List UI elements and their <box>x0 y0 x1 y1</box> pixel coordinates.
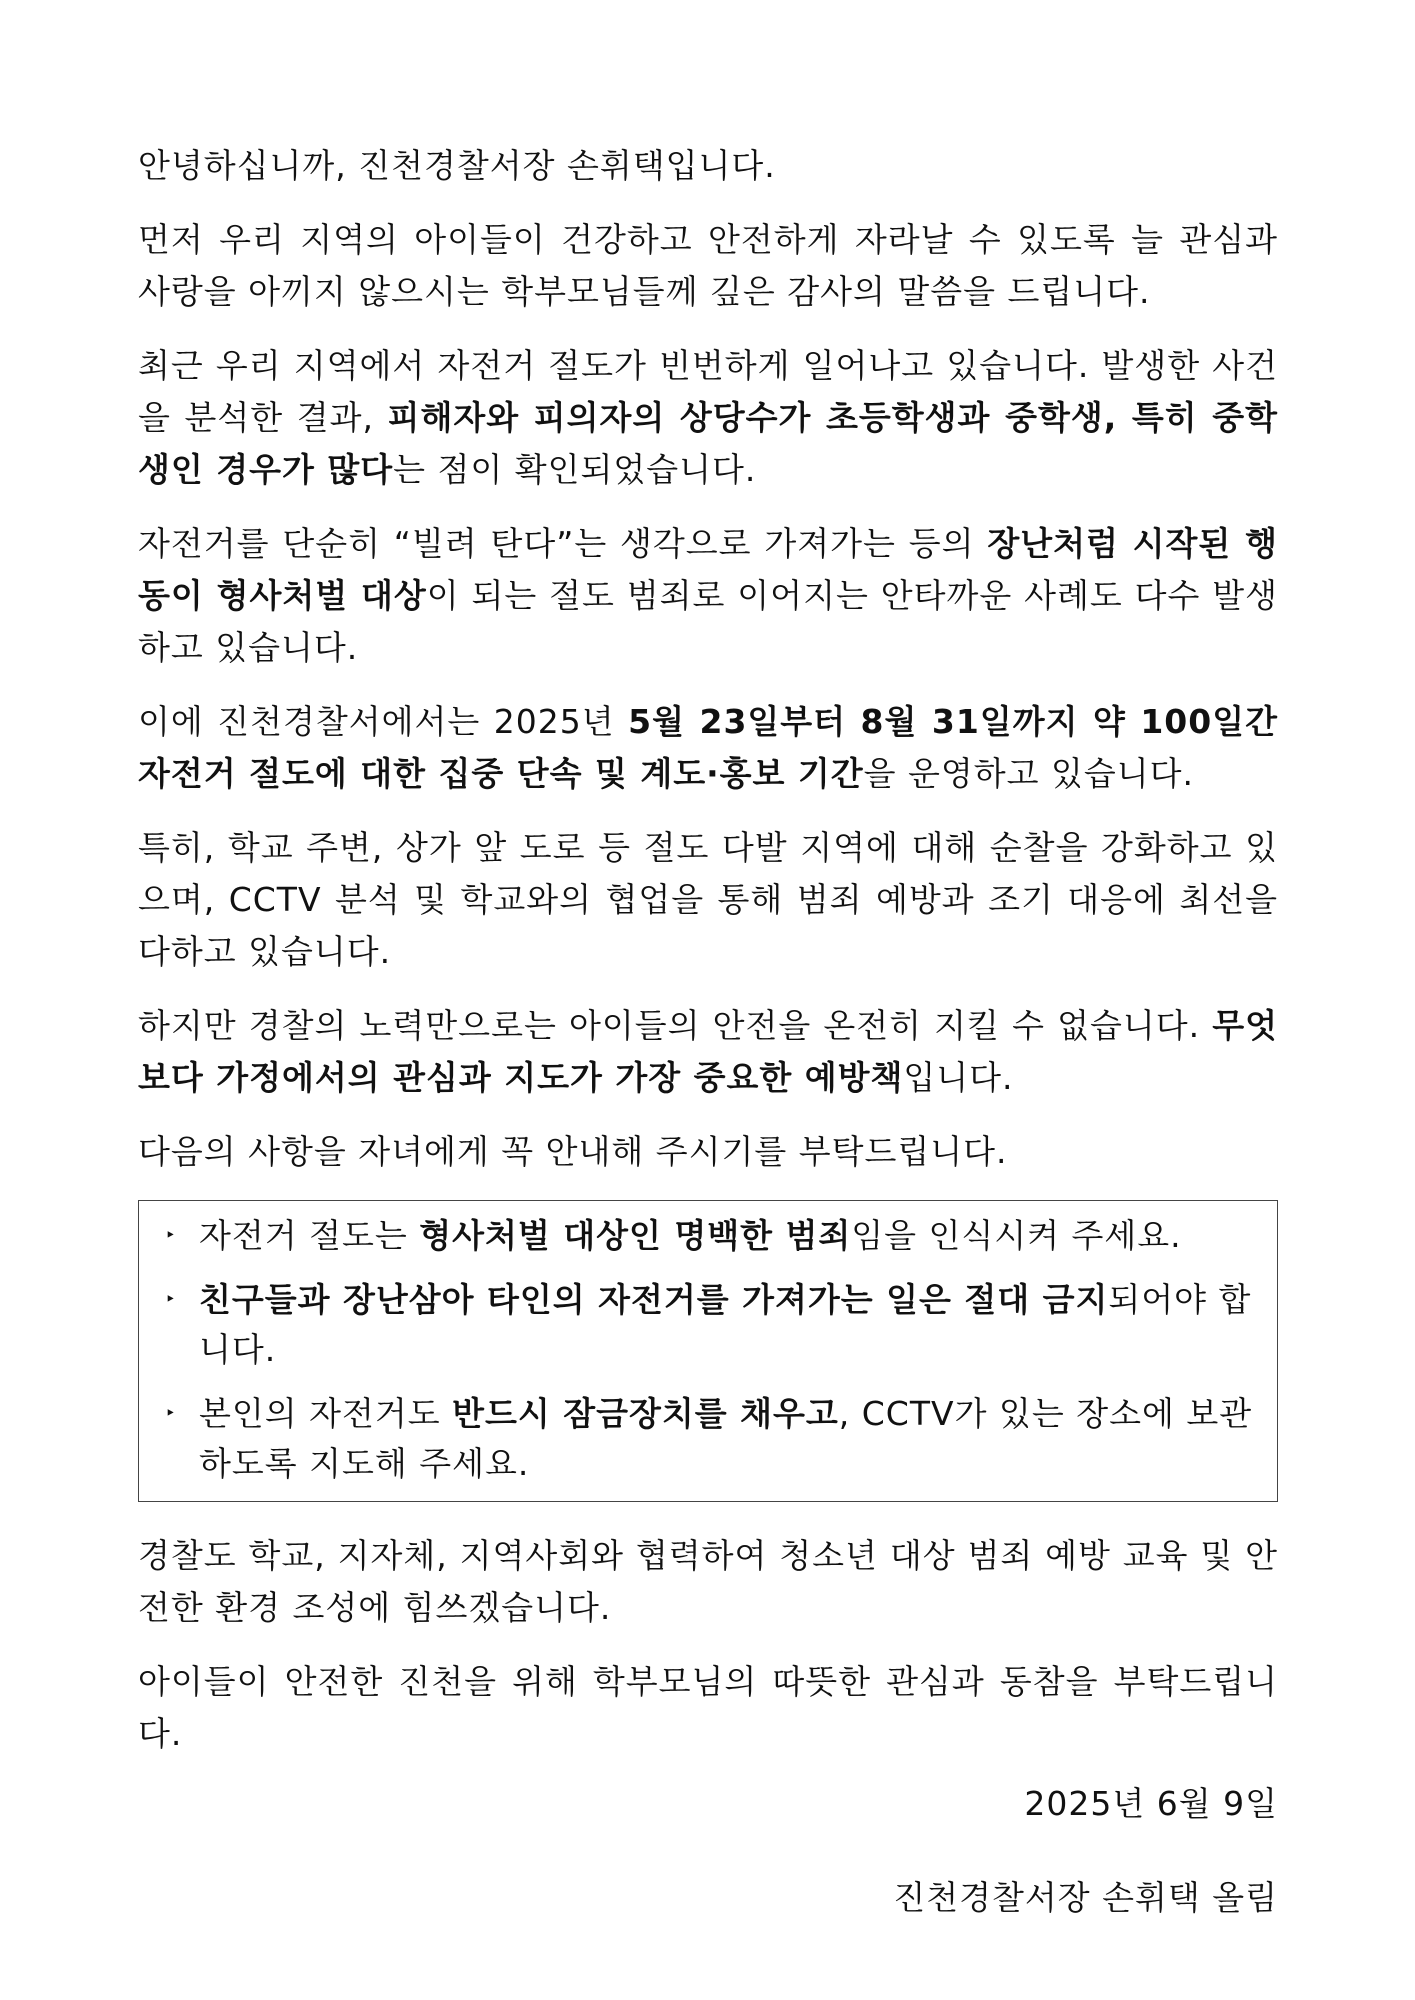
thanks-paragraph: 먼저 우리 지역의 아이들이 건강하고 안전하게 자라날 수 있도록 늘 관심과 사랑을 아끼지 않으시는 학부모님들께 깊은 감사의 말씀을 드립니다. <box>138 220 1278 311</box>
request-paragraph: 다음의 사항을 자녀에게 꼭 안내해 주시기를 부탁드립니다. <box>138 1132 1008 1171</box>
notice-item-text-2: , CCTV가 있는 장소에 보관하도록 지도해 주세요. <box>199 1394 1253 1483</box>
greeting-paragraph: 안녕하십니까, 진천경찰서장 손휘택입니다. <box>138 146 776 185</box>
family-emphasis: 무엇보다 가정에서의 관심과 지도가 가장 중요한 예방책 <box>138 1006 1278 1097</box>
warning-paragraph <box>138 518 1278 674</box>
notice-item-text-2: 임을 인식시켜 주세요. <box>851 1216 1182 1255</box>
notice-item-text-1: 본인의 자전거도 <box>199 1394 453 1433</box>
notice-box <box>138 1200 1278 1502</box>
patrol-paragraph: 특히, 학교 주변, 상가 앞 도로 등 절도 다발 지역에 대해 순찰을 강화하고 있으며, CCTV 분석 및 학교와의 협업을 통해 범죄 예방과 조기 대응에 최선을 다하고 있습니다. <box>138 828 1278 971</box>
notice-item <box>157 1275 1259 1375</box>
notice-item-text <box>199 1275 1259 1375</box>
notice-item-text <box>199 1389 1259 1489</box>
situation-paragraph <box>138 340 1278 496</box>
notice-item-emphasis: 형사처벌 대상인 명백한 범죄 <box>419 1216 852 1255</box>
family-text-2: 입니다. <box>903 1058 1014 1097</box>
situation-text-2: 는 점이 확인되었습니다. <box>393 450 757 489</box>
situation-text-1: 최근 우리 지역에서 자전거 절도가 빈번하게 일어나고 있습니다. 발생한 사건을 분석한 결과, <box>138 346 1278 437</box>
warning-text-1: 자전거를 단순히 “빌려 탄다”는 생각으로 가져가는 등의 <box>138 524 988 563</box>
closing-paragraph: 아이들이 안전한 진천을 위해 학부모님의 따뜻한 관심과 동참을 부탁드립니다. <box>138 1662 1278 1753</box>
warning-text-2: 이 되는 절도 범죄로 이어지는 안타까운 사례도 다수 발생하고 있습니다. <box>138 576 1278 667</box>
signature-line: 진천경찰서장 손휘택 올림 <box>893 1878 1278 1917</box>
triangle-bullet-icon: ‣ <box>165 1225 177 1246</box>
triangle-bullet-icon: ‣ <box>165 1403 177 1424</box>
campaign-paragraph <box>138 696 1278 800</box>
campaign-emphasis: 5월 23일부터 8월 31일까지 약 100일간 자전거 절도에 대한 집중 단속 및 계도·홍보 기간 <box>138 702 1278 793</box>
cooperation-paragraph: 경찰도 학교, 지자체, 지역사회와 협력하여 청소년 대상 범죄 예방 교육 및 안전한 환경 조성에 힘쓰겠습니다. <box>138 1536 1278 1627</box>
notice-item-emphasis: 반드시 잠금장치를 채우고 <box>452 1394 839 1433</box>
family-paragraph <box>138 1000 1278 1104</box>
notice-item-text-1: 자전거 절도는 <box>199 1216 420 1255</box>
notice-item <box>157 1211 1259 1261</box>
family-text-1: 하지만 경찰의 노력만으로는 아이들의 안전을 온전히 지킬 수 없습니다. <box>138 1006 1213 1045</box>
letter-date: 2025년 6월 9일 <box>1024 1784 1278 1823</box>
campaign-text-1: 이에 진천경찰서에서는 2025년 <box>138 702 629 741</box>
situation-emphasis: 피해자와 피의자의 상당수가 초등학생과 중학생, 특히 중학생인 경우가 많다 <box>138 398 1278 489</box>
notice-item-text-2: 되어야 합니다. <box>199 1280 1252 1369</box>
letter-body <box>138 140 1278 1924</box>
triangle-bullet-icon: ‣ <box>165 1289 177 1310</box>
warning-emphasis: 장난처럼 시작된 행동이 형사처벌 대상 <box>138 524 1278 615</box>
notice-item <box>157 1389 1259 1489</box>
notice-item-emphasis: 친구들과 장난삼아 타인의 자전거를 가져가는 일은 절대 금지 <box>199 1280 1109 1319</box>
notice-item-text <box>199 1211 1259 1261</box>
campaign-text-2: 을 운영하고 있습니다. <box>863 754 1195 793</box>
